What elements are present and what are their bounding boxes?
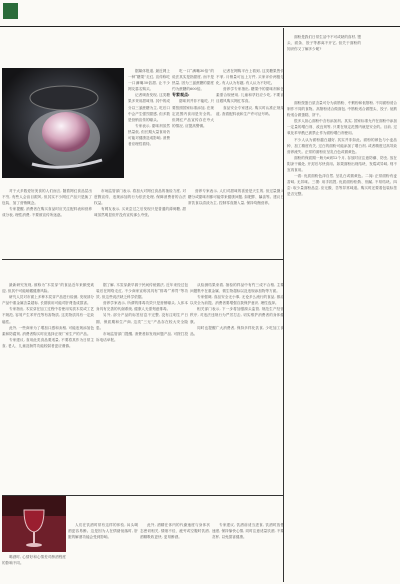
article-3-col-0: 喝酒时, 心情好和心情差对醉酒程度的影响不同。 bbox=[2, 555, 66, 566]
article-2-col-2: 据了解, 木炭芽最早源于民间传统做法, 近年来经过包装后在网络走红, 不少商家宣称其具有“排毒”“养胃”等功效, 但这些说法缺乏科学依据。 营养学家表示, 所谓的排毒功效只是营销噱头, 人体本身具有完善的代谢系统, 健康人无需刻意排毒。 另外, 部分产品的标签信息不完整, 没有注明生产日期、保质期和生产商, 这类“三无”产品存在较大安全隐患。 市场监管部门提醒, 消费者如发现问题产品, 可拨打投诉电话举报。 bbox=[96, 283, 188, 342]
article-3-col-2: 此外, 酒精在体内的代谢速度与身体状态密切相关, 情绪不佳、疲劳或空腹时饮酒, 酒精吸收更快, 更易醉酒。 bbox=[140, 523, 210, 540]
candy-spoon-icon bbox=[2, 68, 124, 178]
article-1-col-4: 记者在网购平台上看到, 这类糖果售价不菲, 月销量可达上万件, 买家评价两极分化, 有人认为有趣, 有人认为不好吃。 营养学专家指出, 糖果中的甜味剂和色素需合规使用, 儿童和孕妇应少吃, 不要盲目跟风购买网红零食。 食品安全专家建议, 购买时认准正规渠道, 查看配料表和生产许可证号码。 bbox=[216, 69, 284, 116]
article-3-photo bbox=[2, 496, 66, 552]
article-1-col-3b: 营养专家表示, 人们对甜味的喜爱是天生的, 但过量摄入糖分或甜味剂都可能带来健康问题, 如肥胖、龋齿等。建议日常饮食以清淡为主, 控制零食摄入量, 保持均衡营养。 bbox=[188, 189, 284, 206]
divider bbox=[2, 259, 284, 260]
article-1-photo bbox=[2, 68, 124, 178]
article-2-col-1: 最新研究发现, 被称为“木炭芽”的食品近年来颇受欢迎, 但其中可能暗藏健康风险。 研究人员对市面上多种木炭芽产品进行检测, 发现部分产品中重金属含量超标, 长期食用可能对肝肾造成损害。 专家指出, 木炭芽在加工过程中若使用劣质木炭或工艺不规范, 容易产生苯并芘等有害物质, 这类物质具有一定致癌性。 此外, 一些商家为了增加口感和卖相, 可能违规添加色素和防腐剂, 消费者购买时应选择正规厂家生产的产品。 专家建议, 食用此类食品要适量, 不要将其作为日常主食, 老人、儿童及肠胃功能较弱者更应谨慎。 bbox=[2, 283, 94, 348]
article-1-col-1b: 对于大多数爱好美食的人们而言, 随着网红食品层出不穷, 有些人会盲目跟风, 但其实不少网红产品只是换了包装、加了营销概念。 专家提醒, 消费者在购买食品时应关注配料表和营养成分表, 理性消费, 不要被宣传所迷惑。 bbox=[2, 189, 92, 218]
column-divider bbox=[283, 28, 284, 582]
article-1-col-2: 据媒体报道, 最近网上一种“糖果”走红, 宣传称吃一口满嘴30倍甜, 让不少网友慕名购买。 记者调查发现, 这类糖果多采用甜味剂, 其中的成分以三氯蔗糖为主, 吃后口中会产生强烈甜感, 但多数是营销宣传的噱头。 专家表示, 甜味剂虽然热量低, 但长期大量食用仍可能对健康造成影响, 消费者应理性看待。 bbox=[128, 69, 170, 147]
article-1-col-3: 吃一口“满嘴30倍”的说法其实是指甜度, 而不是热量, 因为三氯蔗糖的甜度约为蔗糖的600倍。 专家观点: 甜味剂并非不能吃, 只要按照国家标准添加, 在规定范围内食用是安全的。但网红产品宣传存在夸大的情况, 应提高警惕。 bbox=[172, 69, 214, 128]
wine-glass-icon bbox=[2, 496, 66, 552]
article-3-col-1: 人们在饮酒时常有这样的体验, 闷头喝酒更容易醉。这是因为人在情绪低落时, 肝脏的解酒功能会受到影响。 bbox=[68, 523, 138, 540]
sidebar-intro: 面粉是我们日常生活中不可或缺的食材, 馒头、面条、饺子等都离不开它, 但关于面粉的知识你又了解多少呢? bbox=[287, 35, 361, 52]
article-2-col-3: 从检测结果来看, 抽检的样品中有约三成不合格, 主要问题集中在重金属、微生物超标以及违规添加物等方面。 专家强调, 食品安全无小事, 无论多么流行的食品, 都应以安全为前提。消费者要增强自我保护意识, 理性选择。 相关部门表示, 下一步将加强源头监管, 规范生产经营秩序, 对违法违规行为严厉打击, 切实维护消费者的身体健康。 同时也提醒广大消费者, 保持多样化饮食, 少吃加工食品。 bbox=[190, 283, 284, 336]
article-1-col-2b: 市场监管部门表示, 将加大对网红食品的抽检力度, 对虚假宣传、违规添加的行为依法处理, 保障消费者的合法权益。 有网友表示, 买来尝过之后发现只是普通的薄荷糖, 甜味虽然明显但并没有宣传那么夸张。 bbox=[94, 189, 186, 218]
sidebar-body: 面粉按蛋白质含量可分为高筋粉、中筋粉和低筋粉, 不同面粉适合制作不同的食物。高筋粉适合做面包, 中筋粉适合做馒头、饺子, 低筋粉适合做蛋糕、饼干。 很多人担心面粉中含有添加剂。其实, 国家标准允许在面粉中添加一定量的增白剂、改良剂等, 只要在规定范围内就是安全的。目前, 过氧化苯甲酰已被禁止作为面粉增白剂使用。 不少人认为面粉越白越好, 其实并非如此。面粉的颜色与小麦品种、加工精度有关, 过白的面粉可能添加了增白剂, 或者精度过高导致营养流失。正常的面粉应呈乳白色或微黄色。 面粉的保质期一般为6到12个月, 存放时应注意防潮、防虫, 放在阴凉干燥处, 开封后尽快食用。如果面粉出现结块、发霉或异味, 则不宜再食用。 一看: 优质面粉色泽自然, 呈乳白或微黄色。二闻: 正常面粉有麦香味, 无异味。三摸: 用手抓捏, 优质面粉松散、细腻, 不易结块。四尝: 取少量面粉品尝, 应无酸、苦等异常味道。购买时还要看包装标签是否完整。 bbox=[287, 101, 397, 197]
page-header bbox=[0, 0, 400, 27]
article-3-col-3: 专家建议, 饮酒前适当进食, 饮酒时放慢速度, 保持愉快心情, 同时注意适量饮酒, 不要贪杯, 以免损害健康。 bbox=[212, 523, 284, 540]
page-number bbox=[3, 3, 18, 19]
